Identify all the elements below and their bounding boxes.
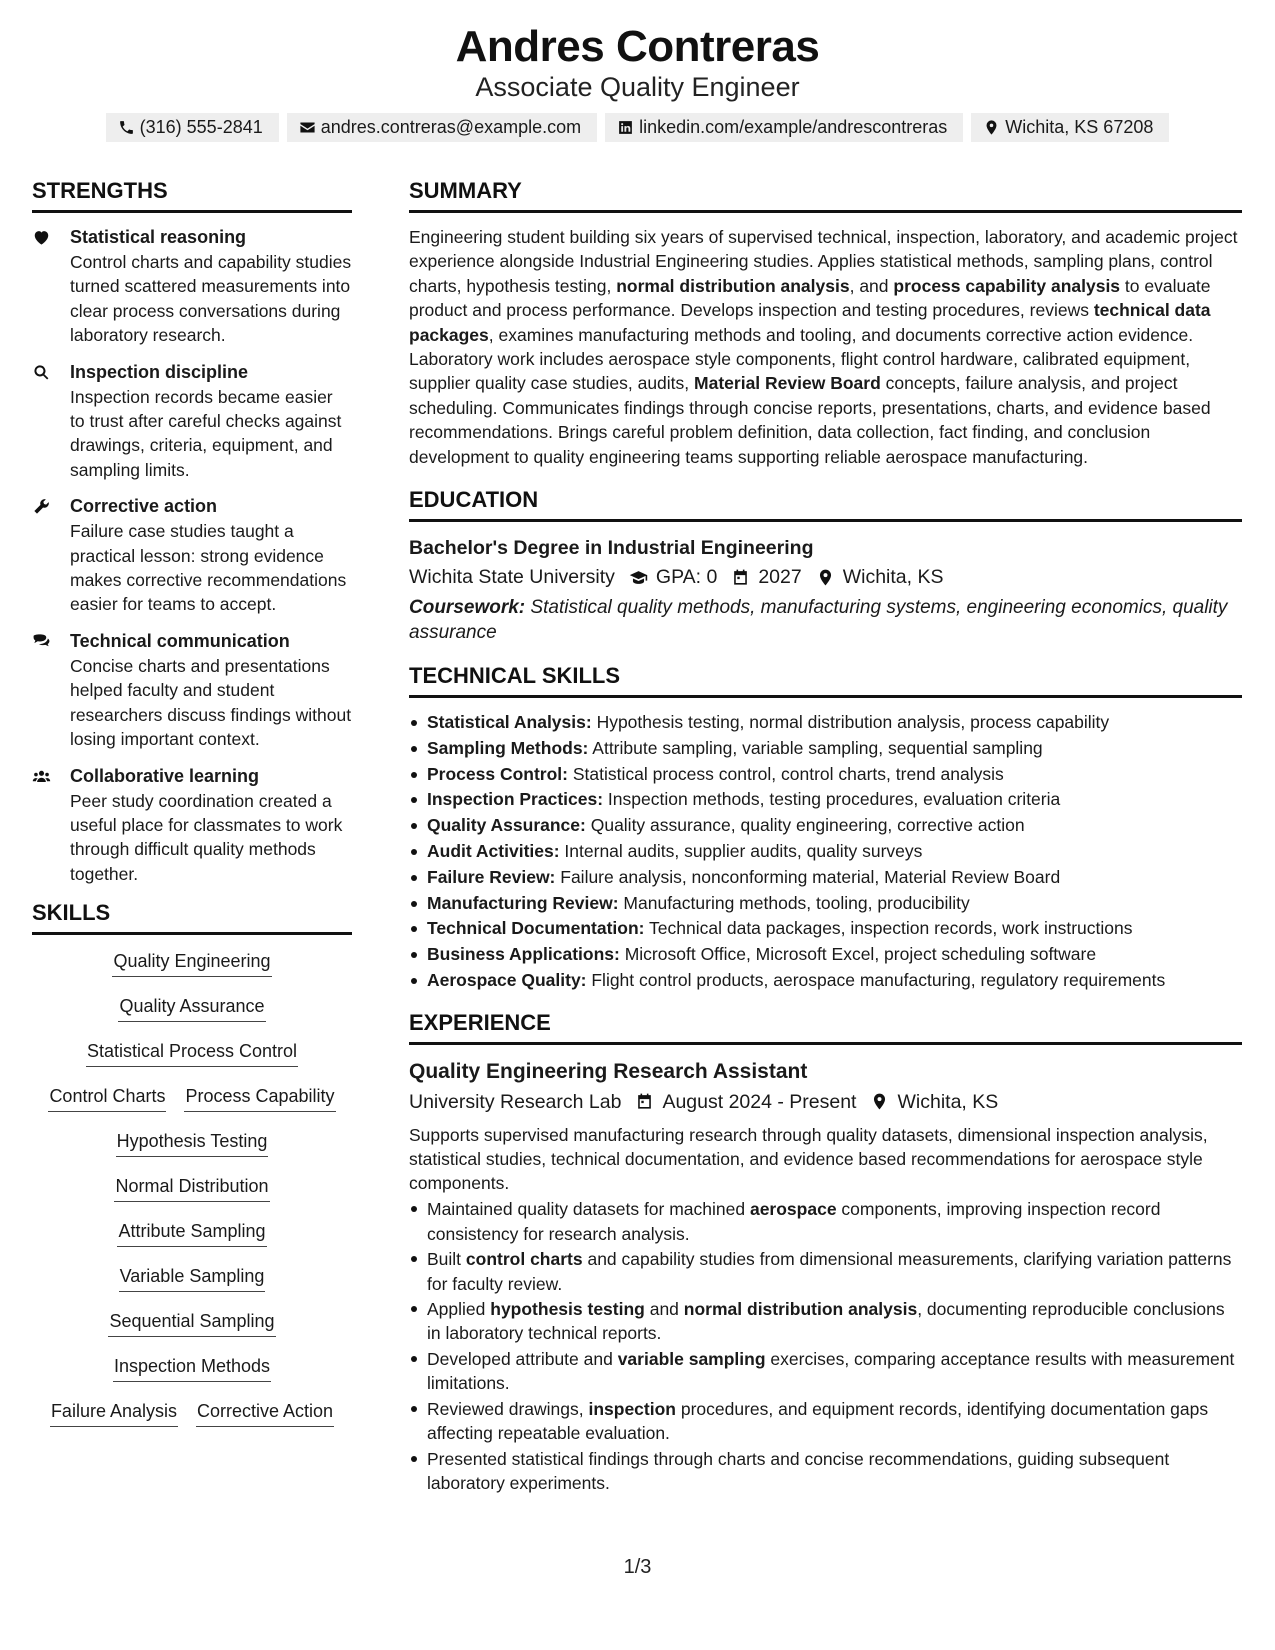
summary-highlight: technical data packages [409,300,1211,345]
employer: University Research Lab [409,1090,622,1113]
technical-skill-item [409,736,1242,762]
bullet-fragment: Developed attribute and [427,1349,618,1370]
contact-phone-text: (316) 555-2841 [139,117,263,137]
technical-skill-value: Inspection methods, testing procedures, evaluation criteria [603,789,1061,810]
contact-bar [0,113,1275,142]
skill-row [32,1127,352,1172]
school-name: Wichita State University [409,566,615,589]
right-column [409,178,1242,1497]
technical-skill-label: Audit Activities: [427,841,560,862]
experience-heading: EXPERIENCE [409,1010,1242,1045]
coursework-text: Statistical quality methods, manufacturing systems, engineering economics, quality assurance [409,597,1228,643]
technical-skill-label: Inspection Practices: [427,789,604,810]
summary-fragment: concepts, failure analysis, and project scheduling. Communicates findings through concise reports, presentations, charts, and evidence based recommendations. Brings careful problem definition, data collection, fact finding, and conclusion development to quality engineering teams supporting reliable aerospace manufacturing. [409,373,1211,467]
bullet-fragment: Applied [427,1299,491,1320]
summary-text [409,225,1242,469]
experience-meta [409,1087,1242,1117]
skill-row [32,1037,352,1082]
skill-row [32,947,352,992]
job-bullet [409,1197,1242,1245]
map-pin-icon [983,119,1000,136]
contact-email[interactable] [287,113,597,142]
job-dates: August 2024 - Present [662,1090,857,1113]
technical-skill-value: Manufacturing methods, tooling, producibility [618,892,970,913]
technical-skill-value: Hypothesis testing, normal distribution analysis, process capability [591,712,1110,733]
bullet-highlight: normal distribution analysis [683,1299,918,1320]
school-location: Wichita, KS [842,566,944,589]
graduation-year: 2027 [758,566,802,589]
calendar-icon [635,1092,654,1111]
skill-tag: Quality Assurance [118,992,265,1022]
technical-skill-value: Microsoft Office, Microsoft Excel, project scheduling software [619,944,1097,965]
strengths-heading: STRENGTHS [32,178,352,213]
skill-tag: Statistical Process Control [86,1037,298,1067]
technical-skill-value: Statistical process control, control charts, trend analysis [568,763,1004,784]
strength-title: Technical communication [70,630,290,651]
technical-skill-item [409,787,1242,813]
education-heading: EDUCATION [409,487,1242,522]
strength-desc: Concise charts and presentations helped faculty and student researchers discuss findings without losing important context. [70,655,352,750]
technical-skills-list [409,710,1242,994]
skill-row [32,1307,352,1352]
strength-item [32,764,352,887]
summary-fragment: , and [849,275,894,296]
skill-tag: Corrective Action [196,1397,334,1427]
skill-row [32,992,352,1037]
summary-heading: SUMMARY [409,178,1242,213]
graduation-cap-icon [629,568,648,587]
bullet-fragment: Presented statistical findings through charts and concise recommendations, guiding subsequent laboratory experiments. [427,1448,1170,1494]
strength-item [32,629,352,752]
bullet-fragment: exercises, comparing acceptance results with measurement limitations. [427,1349,1235,1394]
contact-location-text: Wichita, KS 67208 [1005,117,1154,137]
technical-skill-item [409,762,1242,788]
degree-title: Bachelor's Degree in Industrial Engineering [409,537,814,560]
strength-title: Statistical reasoning [70,227,247,247]
job-bullet [409,1347,1242,1395]
summary-fragment: Engineering student building six years of supervised technical, inspection, laboratory, and academic project experience alongside Industrial Engineering studies. Applies statistical methods, sampling plans, control charts, hypothesis testing, [409,227,1238,296]
skill-tag: Failure Analysis [50,1397,178,1427]
bullet-fragment: procedures, and equipment records, identifying documentation gaps affecting repeatable evaluation. [427,1399,1209,1444]
skill-tag: Hypothesis Testing [116,1127,269,1157]
technical-skill-label: Sampling Methods: [427,737,589,758]
left-column [32,178,352,1442]
technical-skill-label: Business Applications: [427,944,620,965]
summary-highlight: process capability analysis [893,275,1121,296]
bullet-fragment: Maintained quality datasets for machined [427,1199,750,1220]
technical-skill-label: Failure Review: [427,866,556,887]
job-bullets [409,1197,1242,1495]
technical-skill-item [409,891,1242,917]
summary-highlight: normal distribution analysis [616,275,850,296]
gpa: GPA: 0 [655,566,718,589]
coursework-label: Coursework: [409,597,526,619]
technical-skill-label: Technical Documentation: [427,918,645,939]
job-bullet [409,1397,1242,1445]
bullet-highlight: inspection [588,1399,676,1420]
skill-row [32,1172,352,1217]
coursework [409,596,1242,645]
skill-tag: Variable Sampling [119,1262,266,1292]
wrench-icon [32,497,51,516]
bullet-highlight: control charts [465,1249,583,1270]
bullet-fragment: Built [427,1249,466,1270]
contact-linkedin-text: linkedin.com/example/andrescontreras [639,117,948,137]
education-meta [409,562,1242,592]
map-pin-icon [816,568,835,587]
summary-fragment: to evaluate product and process performance. Develops inspection and testing procedures, reviews [409,275,1211,321]
bullet-fragment: and [644,1299,684,1320]
phone-icon [118,119,135,136]
summary-highlight: Material Review Board [694,373,881,394]
skill-tag: Control Charts [48,1082,166,1112]
skills-heading: SKILLS [32,900,352,935]
heart-icon [32,228,51,247]
bullet-highlight: variable sampling [617,1349,766,1370]
strength-desc: Inspection records became easier to trust after careful checks against drawings, criteria, equipment, and sampling limits. [70,386,342,480]
map-pin-icon [870,1092,889,1111]
bullet-fragment: and capability studies from dimensional measurements, clarifying variation patterns for faculty review. [427,1249,1232,1294]
strength-title: Inspection discipline [70,361,249,382]
technical-skill-label: Statistical Analysis: [427,712,592,733]
skill-tag: Quality Engineering [112,947,271,977]
technical-skill-value: Technical data packages, inspection records, work instructions [644,918,1133,939]
skill-tag: Process Capability [184,1082,335,1112]
technical-skill-label: Process Control: [427,763,568,784]
technical-skill-value: Flight control products, aerospace manufacturing, regulatory requirements [586,970,1166,991]
skills-list [32,947,352,1442]
skill-tag: Attribute Sampling [117,1217,266,1247]
technical-skill-item [409,916,1242,942]
strength-title: Collaborative learning [70,765,260,786]
calendar-icon [731,568,750,587]
job-location: Wichita, KS [897,1090,999,1113]
skill-row [32,1397,352,1442]
job-title: Quality Engineering Research Assistant [409,1059,808,1083]
page-number: 1/3 [623,1556,652,1578]
candidate-name: Andres Contreras [455,22,820,71]
bullet-fragment: , documenting reproducible conclusions in laboratory technical reports. [427,1299,1225,1344]
skill-tag: Sequential Sampling [108,1307,275,1337]
technical-skill-label: Quality Assurance: [427,815,586,836]
skill-row [32,1352,352,1397]
skill-row [32,1217,352,1262]
technical-skill-item [409,865,1242,891]
technical-skill-item [409,710,1242,736]
bullet-fragment: components, improving inspection record consistency for research analysis. [427,1199,1161,1244]
job-bullet [409,1297,1242,1345]
job-description: Supports supervised manufacturing research through quality datasets, dimensional inspection analysis, statistical studies, technical documentation, and evidence based recommendations for aerospace style components. [409,1124,1208,1194]
technical-skill-label: Aerospace Quality: [427,970,587,991]
contact-linkedin[interactable] [605,113,963,142]
comments-icon [32,632,51,651]
users-icon [32,767,51,786]
search-icon [32,363,51,382]
skill-tag: Normal Distribution [114,1172,269,1202]
technical-skills-heading: TECHNICAL SKILLS [409,663,1242,698]
skill-tag: Inspection Methods [113,1352,271,1382]
technical-skill-item [409,839,1242,865]
bullet-highlight: hypothesis testing [490,1299,645,1320]
technical-skill-item [409,968,1242,994]
contact-email-text: andres.contreras@example.com [320,117,582,137]
job-bullet [409,1447,1242,1495]
linkedin-icon [617,119,634,136]
skill-row [32,1262,352,1307]
bullet-fragment: Reviewed drawings, [427,1399,589,1420]
technical-skill-item [409,813,1242,839]
strength-item [32,360,352,483]
bullet-highlight: aerospace [749,1199,837,1220]
technical-skill-value: Internal audits, supplier audits, quality surveys [559,841,923,862]
strength-item [32,494,352,617]
strength-item [32,225,352,348]
technical-skill-item [409,942,1242,968]
strength-desc: Control charts and capability studies turned scattered measurements into clear process conversations during laboratory research. [70,252,352,346]
strength-desc: Failure case studies taught a practical lesson: strong evidence makes corrective recommendations easier for teams to accept. [70,521,347,615]
contact-location [971,113,1169,142]
strength-desc: Peer study coordination created a useful place for classmates to work through difficult quality methods together. [70,790,343,884]
technical-skill-value: Quality assurance, quality engineering, corrective action [585,815,1025,836]
strength-title: Corrective action [70,496,218,517]
candidate-role: Associate Quality Engineer [475,72,800,102]
contact-phone[interactable] [106,113,279,142]
envelope-icon [299,119,316,136]
summary-fragment: , examines manufacturing methods and tooling, and documents corrective action evidence. Laboratory work includes aerospace style components, flight control hardware, calibrated equipment, supplier quality case studies, audits, [409,324,1194,394]
job-bullet [409,1247,1242,1295]
technical-skill-value: Attribute sampling, variable sampling, sequential sampling [588,737,1043,758]
technical-skill-label: Manufacturing Review: [427,892,619,913]
skill-row [32,1082,352,1127]
technical-skill-value: Failure analysis, nonconforming material, Material Review Board [555,866,1061,887]
